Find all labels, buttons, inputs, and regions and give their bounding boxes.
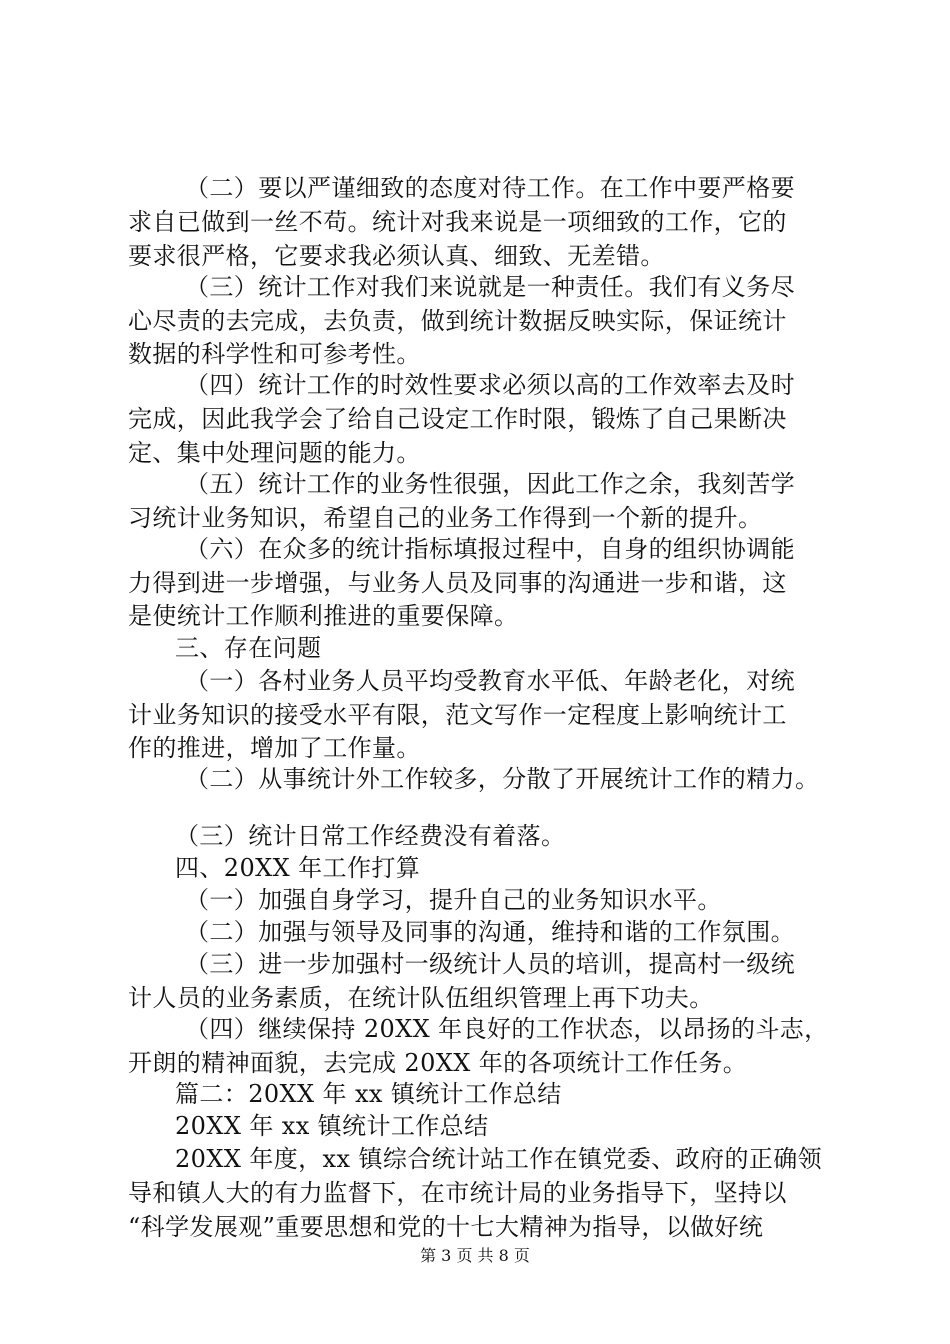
text-line: 数据的科学性和可参考性。 [128,340,421,368]
text-line: 要求很严格，它要求我必须认真、细致、无差错。 [128,242,665,270]
text-line: （四）统计工作的时效性要求必须以高的工作效率去及时 [185,371,795,399]
text-line: （一）各村业务人员平均受教育水平低、年龄老化，对统 [185,667,795,695]
text-line: （三）统计日常工作经费没有着落。 [175,822,566,850]
text-line: 完成，因此我学会了给自己设定工作时限，锻炼了自己果断决 [128,405,787,433]
text-line: 定、集中处理问题的能力。 [128,439,421,467]
text-line: 习统计业务知识，希望自己的业务工作得到一个新的提升。 [128,504,763,532]
text-line: （三）进一步加强村一级统计人员的培训，提高村一级统 [185,950,795,978]
text-line: （五）统计工作的业务性很强，因此工作之余，我刻苦学 [185,470,795,498]
text-line: 计业务知识的接受水平有限，范文写作一定程度上影响统计工 [128,701,787,729]
page-number-footer: 第 3 页 共 8 页 [420,1246,530,1265]
text-line: （四）继续保持 20XX 年良好的工作状态，以昂扬的斗志， [185,1015,829,1043]
article-title: 篇二：20XX 年 xx 镇统计工作总结 [175,1080,562,1108]
text-line: 求自已做到一丝不苟。统计对我来说是一项细致的工作，它的 [128,208,787,236]
text-line: 作的推进，增加了工作量。 [128,734,421,762]
text-line: 导和镇人大的有力监督下，在市统计局的业务指导下，坚持以 [128,1179,787,1207]
text-line: 心尽责的去完成，去负责，做到统计数据反映实际，保证统计 [128,307,787,335]
text-line: （二）加强与领导及同事的沟通，维持和谐的工作氛围。 [185,918,795,946]
text-line: 是使统计工作顺利推进的重要保障。 [128,602,519,630]
text-line: （二）要以严谨细致的态度对待工作。在工作中要严格要 [185,174,795,202]
text-line: （二）从事统计外工作较多，分散了开展统计工作的精力。 [185,765,820,793]
article-subtitle: 20XX 年 xx 镇统计工作总结 [175,1112,489,1140]
text-line: “科学发展观”重要思想和党的十七大精神为指导，以做好统 [128,1213,764,1241]
text-line: 计人员的业务素质，在统计队伍组织管理上再下功夫。 [128,984,714,1012]
text-line: 开朗的精神面貌，去完成 20XX 年的各项统计工作任务。 [128,1049,748,1077]
section-heading: 三、存在问题 [175,634,322,662]
text-line: （一）加强自身学习，提升自己的业务知识水平。 [185,886,722,914]
text-line: 力得到进一步增强，与业务人员及同事的沟通进一步和谐，这 [128,569,787,597]
text-line: 20XX 年度，xx 镇综合统计站工作在镇党委、政府的正确领 [175,1145,823,1173]
text-line: （六）在众多的统计指标填报过程中，自身的组织协调能 [185,535,795,563]
section-heading: 四、20XX 年工作打算 [175,854,421,882]
text-line: （三）统计工作对我们来说就是一种责任。我们有义务尽 [185,273,795,301]
